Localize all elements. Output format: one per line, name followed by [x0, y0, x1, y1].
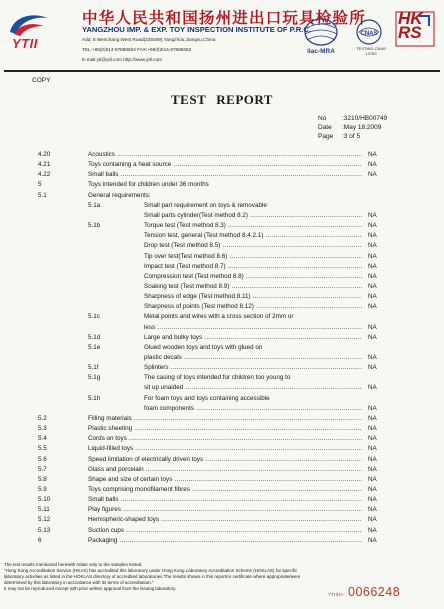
- test-item-description: Speed limitation of electrically driven toys .....: [88, 455, 362, 464]
- clause-number: 4.22: [38, 171, 51, 179]
- test-result: NA: [368, 272, 377, 280]
- test-item-row: [0, 455, 444, 464]
- test-item-row: [0, 434, 444, 443]
- subclause-number: 5.1e: [88, 343, 101, 351]
- test-result: NA: [368, 262, 377, 270]
- test-result: NA: [368, 323, 377, 331]
- clause-number: 5.6: [38, 455, 47, 463]
- test-result: NA: [368, 404, 377, 412]
- test-item-row: [0, 343, 444, 352]
- meta-row-no: [318, 115, 387, 124]
- test-item-row: [0, 323, 444, 332]
- ilac-mra-icon: [299, 16, 343, 56]
- test-item-row: [0, 292, 444, 301]
- test-result: NA: [368, 506, 377, 514]
- test-item-row: [0, 211, 444, 220]
- test-result: NA: [368, 516, 377, 524]
- test-item-row: [0, 394, 444, 403]
- test-item-description: Filling materials .....: [88, 414, 362, 423]
- test-item-description: Metal points and wires with a cross section of 2mm or: [144, 313, 294, 321]
- test-item-row: [0, 150, 444, 159]
- test-item-description: The casing of toys intended for children too young to: [144, 374, 291, 382]
- test-item-row: [0, 180, 444, 189]
- test-result: NA: [368, 293, 377, 301]
- subclause-number: 5.1c: [88, 313, 100, 321]
- meta-label: No: [318, 115, 327, 122]
- clause-number: 5.5: [38, 445, 47, 453]
- test-item-row: [0, 465, 444, 474]
- test-item-row: [0, 383, 444, 392]
- hkrs-logo-text: HK RS: [398, 9, 423, 42]
- meta-label: Date: [318, 123, 332, 131]
- test-item-description: Toys intended for children under 36 months: [88, 181, 209, 189]
- test-item-row: [0, 536, 444, 545]
- meta-label: Page: [318, 132, 334, 140]
- test-item-description: foam components .....: [144, 404, 362, 413]
- test-result: NA: [368, 455, 377, 463]
- institute-email-web: E-mail:yti@ytil.com http://www.ytil.com: [82, 57, 163, 62]
- test-result: NA: [368, 526, 377, 534]
- institute-english-name: YANGZHOU IMP. & EXP. TOY INSPECTION INSTITUTE OF P.R.C.: [82, 25, 311, 34]
- meta-value: :3210/HB00749: [342, 115, 388, 122]
- test-item-description: Plastic sheeting .....: [88, 424, 362, 433]
- test-item-row: [0, 221, 444, 230]
- test-item-row: [0, 526, 444, 535]
- footnote-line: laboratory activities as listed in the HOKLAS directory of accredited laboratories.The results shown in this report/or certificate where appropriate/were: [4, 574, 301, 579]
- meta-value: :May 18,2009: [342, 123, 382, 131]
- clause-number: 4.20: [38, 151, 51, 158]
- clause-number: 5.3: [38, 425, 47, 433]
- test-item-row: [0, 495, 444, 504]
- cnas-caption: TESTING CNAS L3783: [356, 46, 386, 56]
- clause-number: 5.2: [38, 414, 47, 422]
- test-item-description: Torque test (Test method 8.3) .....: [144, 221, 362, 230]
- test-item-description: Drop test (Test method 8.5) .....: [144, 241, 362, 250]
- test-result: NA: [368, 485, 377, 493]
- test-item-row: [0, 515, 444, 524]
- clause-number: 5.11: [38, 506, 50, 514]
- test-result: NA: [368, 211, 377, 219]
- test-item-row: [0, 160, 444, 169]
- ytii-logo: [4, 10, 54, 54]
- subclause-number: 5.1h: [88, 394, 101, 402]
- test-item-row: [0, 485, 444, 494]
- test-item-description: Cords on toys .....: [88, 434, 362, 443]
- cnas-text: CNAS: [360, 31, 378, 37]
- footnote-line: determined by this laboratory in accordance with its terms of accreditation.": [4, 580, 154, 585]
- test-item-row: [0, 353, 444, 362]
- test-result: NA: [368, 242, 377, 250]
- test-item-row: [0, 424, 444, 433]
- clause-number: 5.1: [38, 191, 47, 199]
- test-result: NA: [368, 333, 377, 341]
- test-result: NA: [368, 222, 377, 230]
- test-item-row: [0, 302, 444, 311]
- title-word-report: REPORT: [216, 92, 273, 107]
- page-title: [0, 92, 444, 108]
- serial-number: 0066248: [348, 585, 401, 599]
- subclause-number: 5.1g: [88, 374, 101, 382]
- clause-number: 5.9: [38, 485, 47, 493]
- test-result: NA: [368, 475, 377, 483]
- ilac-mra-text: ilac-MRA: [307, 48, 335, 55]
- test-result: NA: [368, 445, 377, 453]
- clause-number: 5.7: [38, 465, 47, 473]
- test-item-description: Glued wooden toys and toys with glued on: [144, 343, 263, 351]
- clause-number: 4.21: [38, 161, 51, 169]
- test-item-description: Tip over test(Test method 8.6) .....: [144, 252, 362, 261]
- letterhead-divider: [4, 70, 440, 72]
- meta-row-date: [318, 124, 387, 133]
- test-item-description: Packaging .....: [88, 536, 362, 545]
- test-item-description: less .....: [144, 323, 362, 332]
- test-item-row: [0, 191, 444, 200]
- test-result: NA: [368, 496, 377, 504]
- subclause-number: 5.1b: [88, 222, 101, 230]
- meta-row-page: [318, 133, 387, 142]
- test-item-description: Play figures .....: [88, 505, 362, 514]
- test-result: NA: [368, 161, 377, 169]
- test-item-description: Sharpness of edge (Test method 8.11) .....: [144, 292, 362, 301]
- test-item-description: Toys containing a heat source .....: [88, 160, 362, 169]
- test-item-description: sit up unaided .....: [144, 383, 362, 392]
- test-result: NA: [368, 384, 377, 392]
- test-item-row: [0, 475, 444, 484]
- test-item-row: [0, 241, 444, 250]
- subclause-number: 5.1f: [88, 364, 99, 372]
- footnote-line: The test results mentioned herewith relate only to the samples tested.: [4, 562, 143, 567]
- test-item-description: Soaking test (Test method 8.9) .....: [144, 282, 362, 291]
- test-item-row: [0, 363, 444, 372]
- test-item-description: Small parts cylinder(Test method 8.2) .....: [144, 211, 362, 220]
- test-item-description: Liquid-filled toys .....: [88, 444, 362, 453]
- test-item-row: [0, 201, 444, 210]
- ilac-mra-logo: [299, 16, 343, 56]
- cnas-emblem-icon: [351, 18, 387, 48]
- clause-number: 5.8: [38, 475, 47, 483]
- meta-value: :3 of 5: [342, 132, 361, 140]
- test-item-row: [0, 505, 444, 514]
- test-result: NA: [368, 171, 377, 179]
- test-item-description: plastic decals .....: [144, 353, 362, 362]
- clause-number: 5.12: [38, 516, 51, 524]
- test-result: NA: [368, 303, 377, 311]
- test-result: NA: [368, 252, 377, 260]
- test-item-description: Acoustics .....: [88, 150, 362, 159]
- test-item-description: Toys comprising monofilament fibres .....: [88, 485, 362, 494]
- test-item-description: Small balls .....: [88, 170, 362, 179]
- clause-number: 5: [38, 181, 42, 189]
- test-result: NA: [368, 435, 377, 443]
- copy-label: COPY: [32, 77, 51, 84]
- ytii-logo-text: YTII: [12, 36, 38, 51]
- test-result: NA: [368, 425, 377, 433]
- clause-number: 5.10: [38, 496, 51, 504]
- test-result: NA: [368, 414, 377, 422]
- institute-chinese-name: 中华人民共和国扬州进出口玩具检验所: [82, 9, 366, 27]
- test-item-description: Glass and porcelain .....: [88, 465, 362, 474]
- test-item-row: [0, 282, 444, 291]
- test-item-row: [0, 170, 444, 179]
- test-item-description: Hemispheric-shaped toys .....: [88, 515, 362, 524]
- test-item-row: [0, 333, 444, 342]
- test-item-description: Tension test, general (Test method 8.4.2.1) .....: [144, 231, 362, 240]
- test-result: NA: [368, 151, 377, 158]
- title-word-test: TEST: [171, 92, 207, 107]
- test-item-description: Sharpness of points (Test method 8.12) .....: [144, 302, 362, 311]
- institute-phone-fax: TEL:+86(0)514-87888604 FAX:+86(0)514-87885662: [82, 47, 192, 52]
- test-item-row: [0, 262, 444, 271]
- test-item-description: Impact test (Test method 8.7) .....: [144, 262, 362, 271]
- test-result: NA: [368, 465, 377, 473]
- subclause-number: 5.1a: [88, 201, 101, 209]
- test-item-description: For foam toys and toys containing accessible: [144, 394, 270, 402]
- clause-number: 5.4: [38, 435, 47, 443]
- test-item-row: [0, 252, 444, 261]
- test-item-description: General requirements:: [88, 191, 151, 199]
- test-item-row: [0, 272, 444, 281]
- footnote-line: "Hong Kong Accreditation Service (HKAS) has accredited this laboratory under Hong Kong Laboratory Accreditation Scheme (HOKLAS) for specific: [4, 568, 298, 573]
- test-result: NA: [368, 364, 377, 372]
- institute-address: Add: 8 Wenchang West Road(225009),Yangzhou,Jiangsu,China: [82, 37, 216, 42]
- clause-number: 5.13: [38, 526, 51, 534]
- test-result: NA: [368, 536, 377, 544]
- test-result: NA: [368, 354, 377, 361]
- footnote-line: It may not be reproduced except with prior written approval from the issuing laboratory.: [4, 586, 177, 591]
- test-item-description: Large and bulky toys .....: [144, 333, 362, 342]
- clause-number: 6: [38, 536, 42, 544]
- subclause-number: 5.1d: [88, 333, 101, 341]
- test-item-row: [0, 444, 444, 453]
- test-item-row: [0, 231, 444, 240]
- test-item-description: Small balls .....: [88, 495, 362, 504]
- test-result: NA: [368, 282, 377, 290]
- test-item-description: Suction cups .....: [88, 526, 362, 535]
- test-item-row: [0, 312, 444, 321]
- test-item-description: Compression test (Test method 8.8) .....: [144, 272, 362, 281]
- test-item-row: [0, 414, 444, 423]
- test-item-row: [0, 373, 444, 382]
- test-item-description: Splinters .....: [144, 363, 362, 372]
- test-item-row: [0, 404, 444, 413]
- report-meta: [318, 115, 387, 141]
- serial-prefix: YTIIHA: [328, 593, 344, 598]
- test-item-description: Shape and size of certain toys .....: [88, 475, 362, 484]
- test-item-description: Small part requirement on toys & removable: [144, 201, 267, 209]
- test-result: NA: [368, 232, 377, 240]
